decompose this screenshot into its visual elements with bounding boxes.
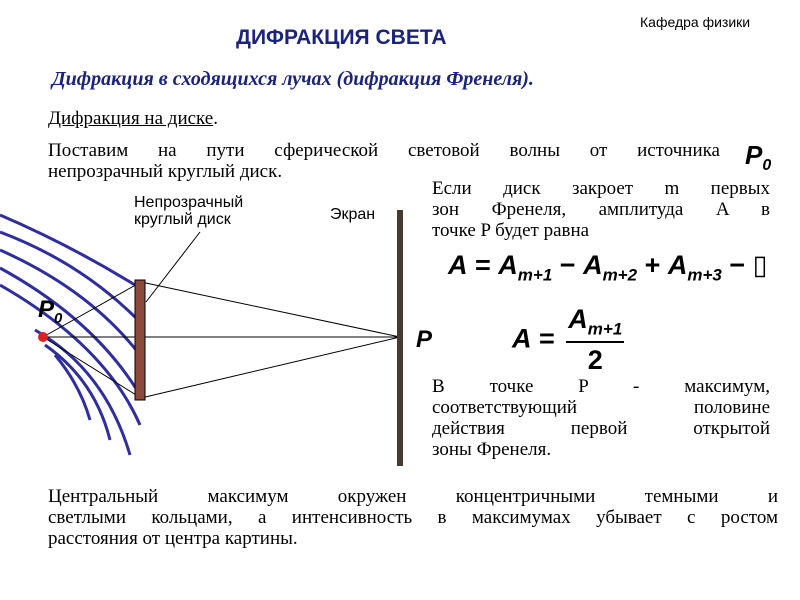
f2-num: A — [568, 304, 588, 334]
diagram-source-sub: 0 — [54, 309, 63, 327]
disk-label-pointer — [146, 232, 200, 302]
conclusion-line-3: расстояния от центра картины. — [48, 528, 298, 549]
opaque-disk — [135, 280, 145, 400]
department-label: Кафедра физики — [640, 14, 751, 30]
ray-bottom — [43, 337, 141, 398]
f1-op1: − — [552, 250, 584, 280]
diagram-point-label: P — [416, 326, 433, 353]
wavefront-arc — [0, 215, 135, 285]
screen — [397, 210, 403, 466]
maximum-line-2: соответствующий половине — [432, 397, 770, 418]
conclusion-line-2: светлыми кольцами, а интенсивность в максимумах убывает с ростом — [48, 507, 778, 528]
f1-ellipsis: ▯ — [752, 250, 768, 280]
amplitude-half-formula — [512, 304, 624, 376]
ray-converge-bottom — [141, 337, 400, 398]
condition-line-2: зон Френеля, амплитуда A в — [432, 199, 770, 220]
condition-line-1: Если диск закроет m первых — [432, 178, 770, 199]
disk-label — [134, 194, 243, 228]
screen-label: Экран — [330, 206, 376, 223]
source-symbol-sub: 0 — [762, 157, 772, 175]
intro-line-2: непрозрачный круглый диск. — [48, 161, 283, 182]
condition-paragraph — [432, 178, 770, 241]
page-title: ДИФРАКЦИЯ СВЕТА — [236, 26, 447, 49]
topic-text: Дифракция на диске — [48, 108, 214, 129]
diagram-source-label — [38, 296, 62, 327]
diagram-source-letter: P — [38, 296, 55, 323]
f1-op2: + — [637, 250, 668, 280]
conclusion-line-1: Центральный максимум окружен концентричными темными и — [48, 486, 778, 507]
wavefronts — [0, 215, 140, 455]
f2-num-sub: m+1 — [587, 319, 623, 339]
diffraction-diagram — [0, 190, 440, 480]
f1-s3: m+3 — [687, 265, 722, 285]
maximum-paragraph — [432, 376, 770, 460]
f1-lhs: A — [448, 250, 468, 280]
maximum-line-1: В точке P - максимум, — [432, 376, 770, 397]
source-symbol — [745, 140, 771, 175]
f1-s2: m+2 — [602, 265, 638, 285]
f2-denominator: 2 — [587, 345, 603, 376]
ray-converge-top — [141, 282, 400, 337]
f2-fraction — [566, 304, 624, 376]
f2-eq: = — [531, 323, 563, 354]
f1-op3: − — [721, 250, 753, 280]
f1-s1: m+1 — [517, 265, 553, 285]
amplitude-series-formula — [448, 250, 767, 285]
f1-t1: A — [498, 250, 518, 280]
disk-label-line-2: круглый диск — [134, 211, 231, 228]
f2-lhs: A — [512, 323, 532, 354]
rays — [43, 232, 400, 398]
wavefront-arc — [55, 355, 90, 420]
topic-suffix: . — [213, 108, 218, 129]
condition-line-3: точке P будет равна — [432, 220, 590, 241]
maximum-line-3: действия первой открытой — [432, 418, 770, 439]
source-symbol-letter: P — [745, 140, 763, 170]
intro-paragraph — [48, 140, 720, 182]
page-subtitle: Дифракция в сходящихся лучах (дифракция Френеля). — [52, 68, 534, 90]
f1-eq: = — [467, 250, 499, 280]
disk-label-line-1: Непрозрачный — [134, 194, 244, 211]
topic-heading — [48, 108, 218, 130]
f1-t3: A — [667, 250, 688, 280]
intro-line-1: Поставим на пути сферической световой волны от источника — [48, 140, 720, 161]
maximum-line-4: зоны Френеля. — [432, 439, 552, 460]
f2-numerator — [566, 304, 624, 343]
conclusion-paragraph — [48, 486, 778, 549]
f1-t2: A — [583, 250, 603, 280]
point-source — [38, 332, 48, 342]
